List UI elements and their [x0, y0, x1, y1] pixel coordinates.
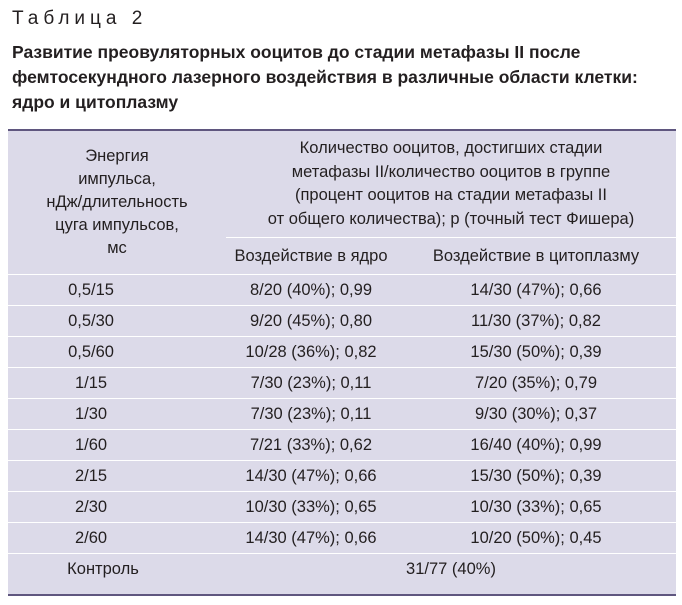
header-main-cell	[226, 131, 676, 238]
cell-energy: 0,5/15	[68, 280, 114, 299]
table-row	[8, 336, 676, 367]
cell-nucleus: 7/30 (23%); 0,11	[250, 404, 372, 423]
cell-energy: 2/15	[74, 466, 108, 485]
cell-nucleus: 14/30 (47%); 0,66	[245, 466, 377, 485]
cell-energy: 1/15	[74, 373, 108, 392]
table-row	[8, 460, 676, 491]
table-row	[8, 274, 676, 305]
header-main-line: Количество ооцитов, достигших стадии	[299, 139, 603, 157]
header-energy-line: мс	[107, 239, 127, 257]
cell-cytoplasm: 11/30 (37%); 0,82	[471, 311, 601, 330]
cell-nucleus: 10/30 (33%); 0,65	[245, 497, 377, 516]
cell-nucleus: 8/20 (40%); 0,99	[250, 280, 372, 299]
cell-energy: 0,5/30	[68, 311, 114, 330]
cell-nucleus: 10/28 (36%); 0,82	[245, 342, 377, 361]
header-main-line: (процент ооцитов на стадии метафазы II	[295, 186, 607, 204]
header-energy-line: Энергия	[85, 147, 149, 165]
cell-cytoplasm: 10/20 (50%); 0,45	[470, 528, 602, 547]
cell-cytoplasm: 10/30 (33%); 0,65	[470, 497, 602, 516]
header-energy-line: нДж/длительность	[46, 193, 188, 211]
cell-cytoplasm: 14/30 (47%); 0,66	[470, 280, 602, 299]
table-row	[8, 522, 676, 553]
cell-energy: 1/60	[74, 435, 108, 454]
cell-nucleus: 14/30 (47%); 0,66	[245, 528, 377, 547]
cell-energy: 2/30	[74, 497, 108, 516]
header-energy-cell	[8, 131, 226, 274]
cell-cytoplasm: 9/30 (30%); 0,37	[475, 404, 597, 423]
cell-energy: 1/30	[74, 404, 108, 423]
cell-nucleus: 7/21 (33%); 0,62	[250, 435, 372, 454]
cell-control-label: Контроль	[67, 559, 139, 578]
header-energy-line: импульса,	[78, 170, 156, 188]
header-main-line: от общего количества); р (точный тест Фишера)	[267, 209, 635, 228]
table-number: Таблица 2	[12, 8, 148, 29]
control-row	[8, 553, 676, 584]
cell-control-value: 31/77 (40%)	[406, 559, 496, 578]
header-nucleus: Воздействие в ядро	[234, 247, 388, 265]
table-row	[8, 491, 676, 522]
cell-nucleus: 9/20 (45%); 0,80	[250, 311, 372, 330]
header-energy-line: цуга импульсов,	[55, 216, 179, 234]
cell-nucleus: 7/30 (23%); 0,11	[250, 373, 372, 392]
cell-energy: 0,5/60	[68, 342, 114, 361]
data-table	[8, 129, 676, 596]
table-caption: Развитие преовуляторных ооцитов до стадии метафазы II после фемтосекундного лазерного воздействия в различные области клетки: ядро и цитоплазму	[12, 42, 638, 112]
header-main-line: метафазы II/количество ооцитов в группе	[291, 162, 611, 181]
table-row	[8, 429, 676, 460]
header-cytoplasm: Воздействие в цитоплазму	[432, 247, 640, 265]
cell-energy: 2/60	[74, 528, 108, 547]
cell-cytoplasm: 15/30 (50%); 0,39	[470, 466, 602, 485]
table-row	[8, 367, 676, 398]
cell-cytoplasm: 15/30 (50%); 0,39	[470, 342, 602, 361]
table-row	[8, 305, 676, 336]
table-row	[8, 398, 676, 429]
cell-cytoplasm: 7/20 (35%); 0,79	[475, 373, 597, 392]
cell-cytoplasm: 16/40 (40%); 0,99	[470, 435, 602, 454]
